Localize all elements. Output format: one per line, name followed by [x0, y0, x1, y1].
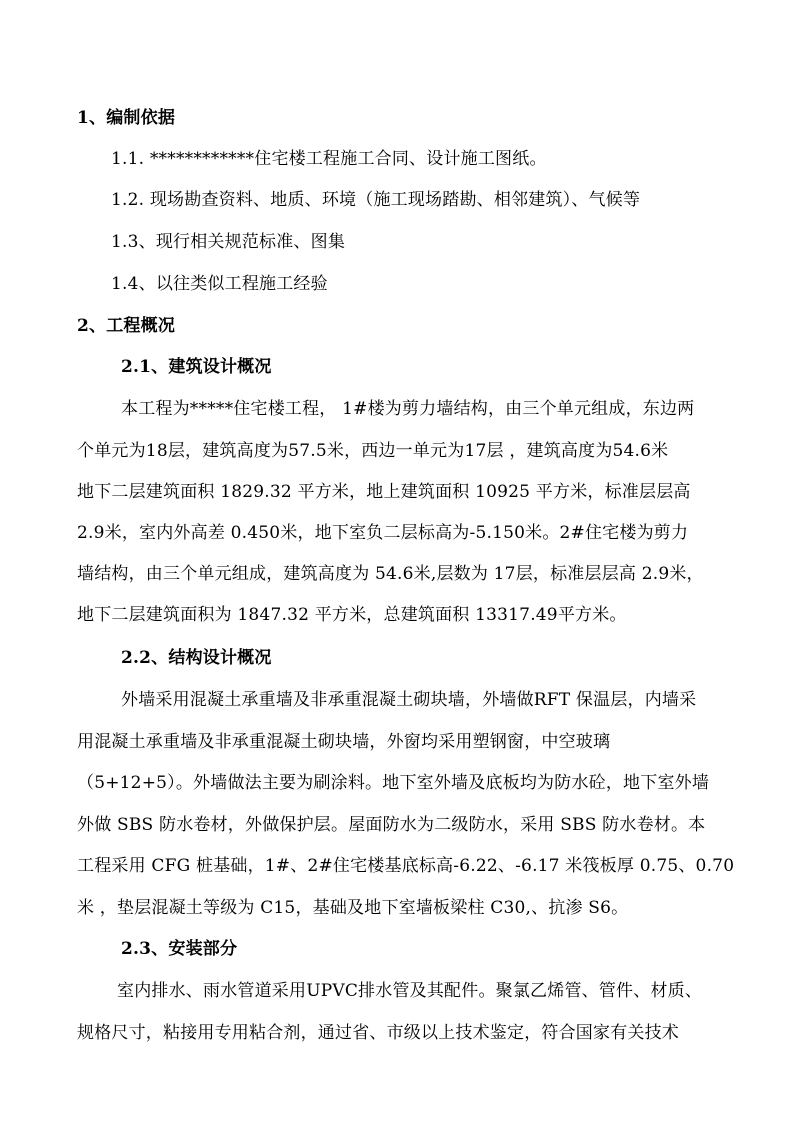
- paragraph-line: 外墙采用混凝土承重墙及非承重混凝土砌块墙，外墙做RFT 保温层，内墙采: [121, 690, 697, 710]
- paragraph-line: 个单元为18层，建筑高度为57.5米，西边一单元为17层 ，建筑高度为54.6米: [77, 441, 669, 461]
- paragraph-line: 2.9米，室内外高差 0.450米，地下室负二层标高为-5.150米。2#住宅楼为剪力: [77, 523, 689, 543]
- paragraph-line: 本工程为*****住宅楼工程， 1#楼为剪力墙结构，由三个单元组成，东边两: [121, 399, 695, 419]
- paragraph-line: （5+12+5）。外墙做法主要为刷涂料。地下室外墙及底板均为防水砼，地下室外墙: [77, 773, 710, 793]
- section-1-heading: 1、编制依据: [77, 108, 176, 128]
- paragraph-line: 规格尺寸，粘接用专用粘合剂，通过省、市级以上技术鉴定，符合国家有关技术: [77, 1023, 679, 1043]
- paragraph-line: 用混凝土承重墙及非承重混凝土砌块墙，外窗均采用塑钢窗，中空玻璃: [77, 732, 611, 752]
- section-1-item-2: 1.2. 现场勘查资料、地质、环境（施工现场踏勘、相邻建筑）、气候等: [111, 190, 641, 210]
- section-1-item-1: 1.1. ************住宅楼工程施工合同、设计施工图纸。: [111, 149, 547, 169]
- paragraph-line: 室内排水、雨水管道采用UPVC排水管及其配件。聚氯乙烯管、管件、材质、: [117, 981, 703, 1001]
- subsection-2-2-heading: 2.2、结构设计概况: [121, 648, 272, 668]
- paragraph-line: 工程采用 CFG 桩基础，1#、2#住宅楼基底标高-6.22、-6.17 米筏板厚 0.75、0.70: [77, 856, 735, 876]
- paragraph-line: 地下二层建筑面积为 1847.32 平方米，总建筑面积 13317.49平方米。: [77, 605, 627, 625]
- subsection-2-3-heading: 2.3、安装部分: [121, 939, 238, 959]
- paragraph-line: 墙结构，由三个单元组成，建筑高度为 54.6米,层数为 17层，标准层层高 2.9米，: [77, 564, 704, 584]
- section-1-item-4: 1.4、以往类似工程施工经验: [111, 274, 328, 294]
- section-1-item-3: 1.3、现行相关规范标准、图集: [111, 232, 346, 252]
- subsection-2-1-heading: 2.1、建筑设计概况: [121, 357, 272, 377]
- paragraph-line: 外做 SBS 防水卷材，外做保护层。屋面防水为二级防水，采用 SBS 防水卷材。本: [77, 815, 706, 835]
- paragraph-line: 地下二层建筑面积 1829.32 平方米，地上建筑面积 10925 平方米，标准层层高: [77, 482, 691, 502]
- section-2-heading: 2、工程概况: [77, 316, 176, 336]
- paragraph-line: 米 ，垫层混凝土等级为 C15，基础及地下室墙板梁柱 C30,、抗渗 S6。: [77, 898, 629, 918]
